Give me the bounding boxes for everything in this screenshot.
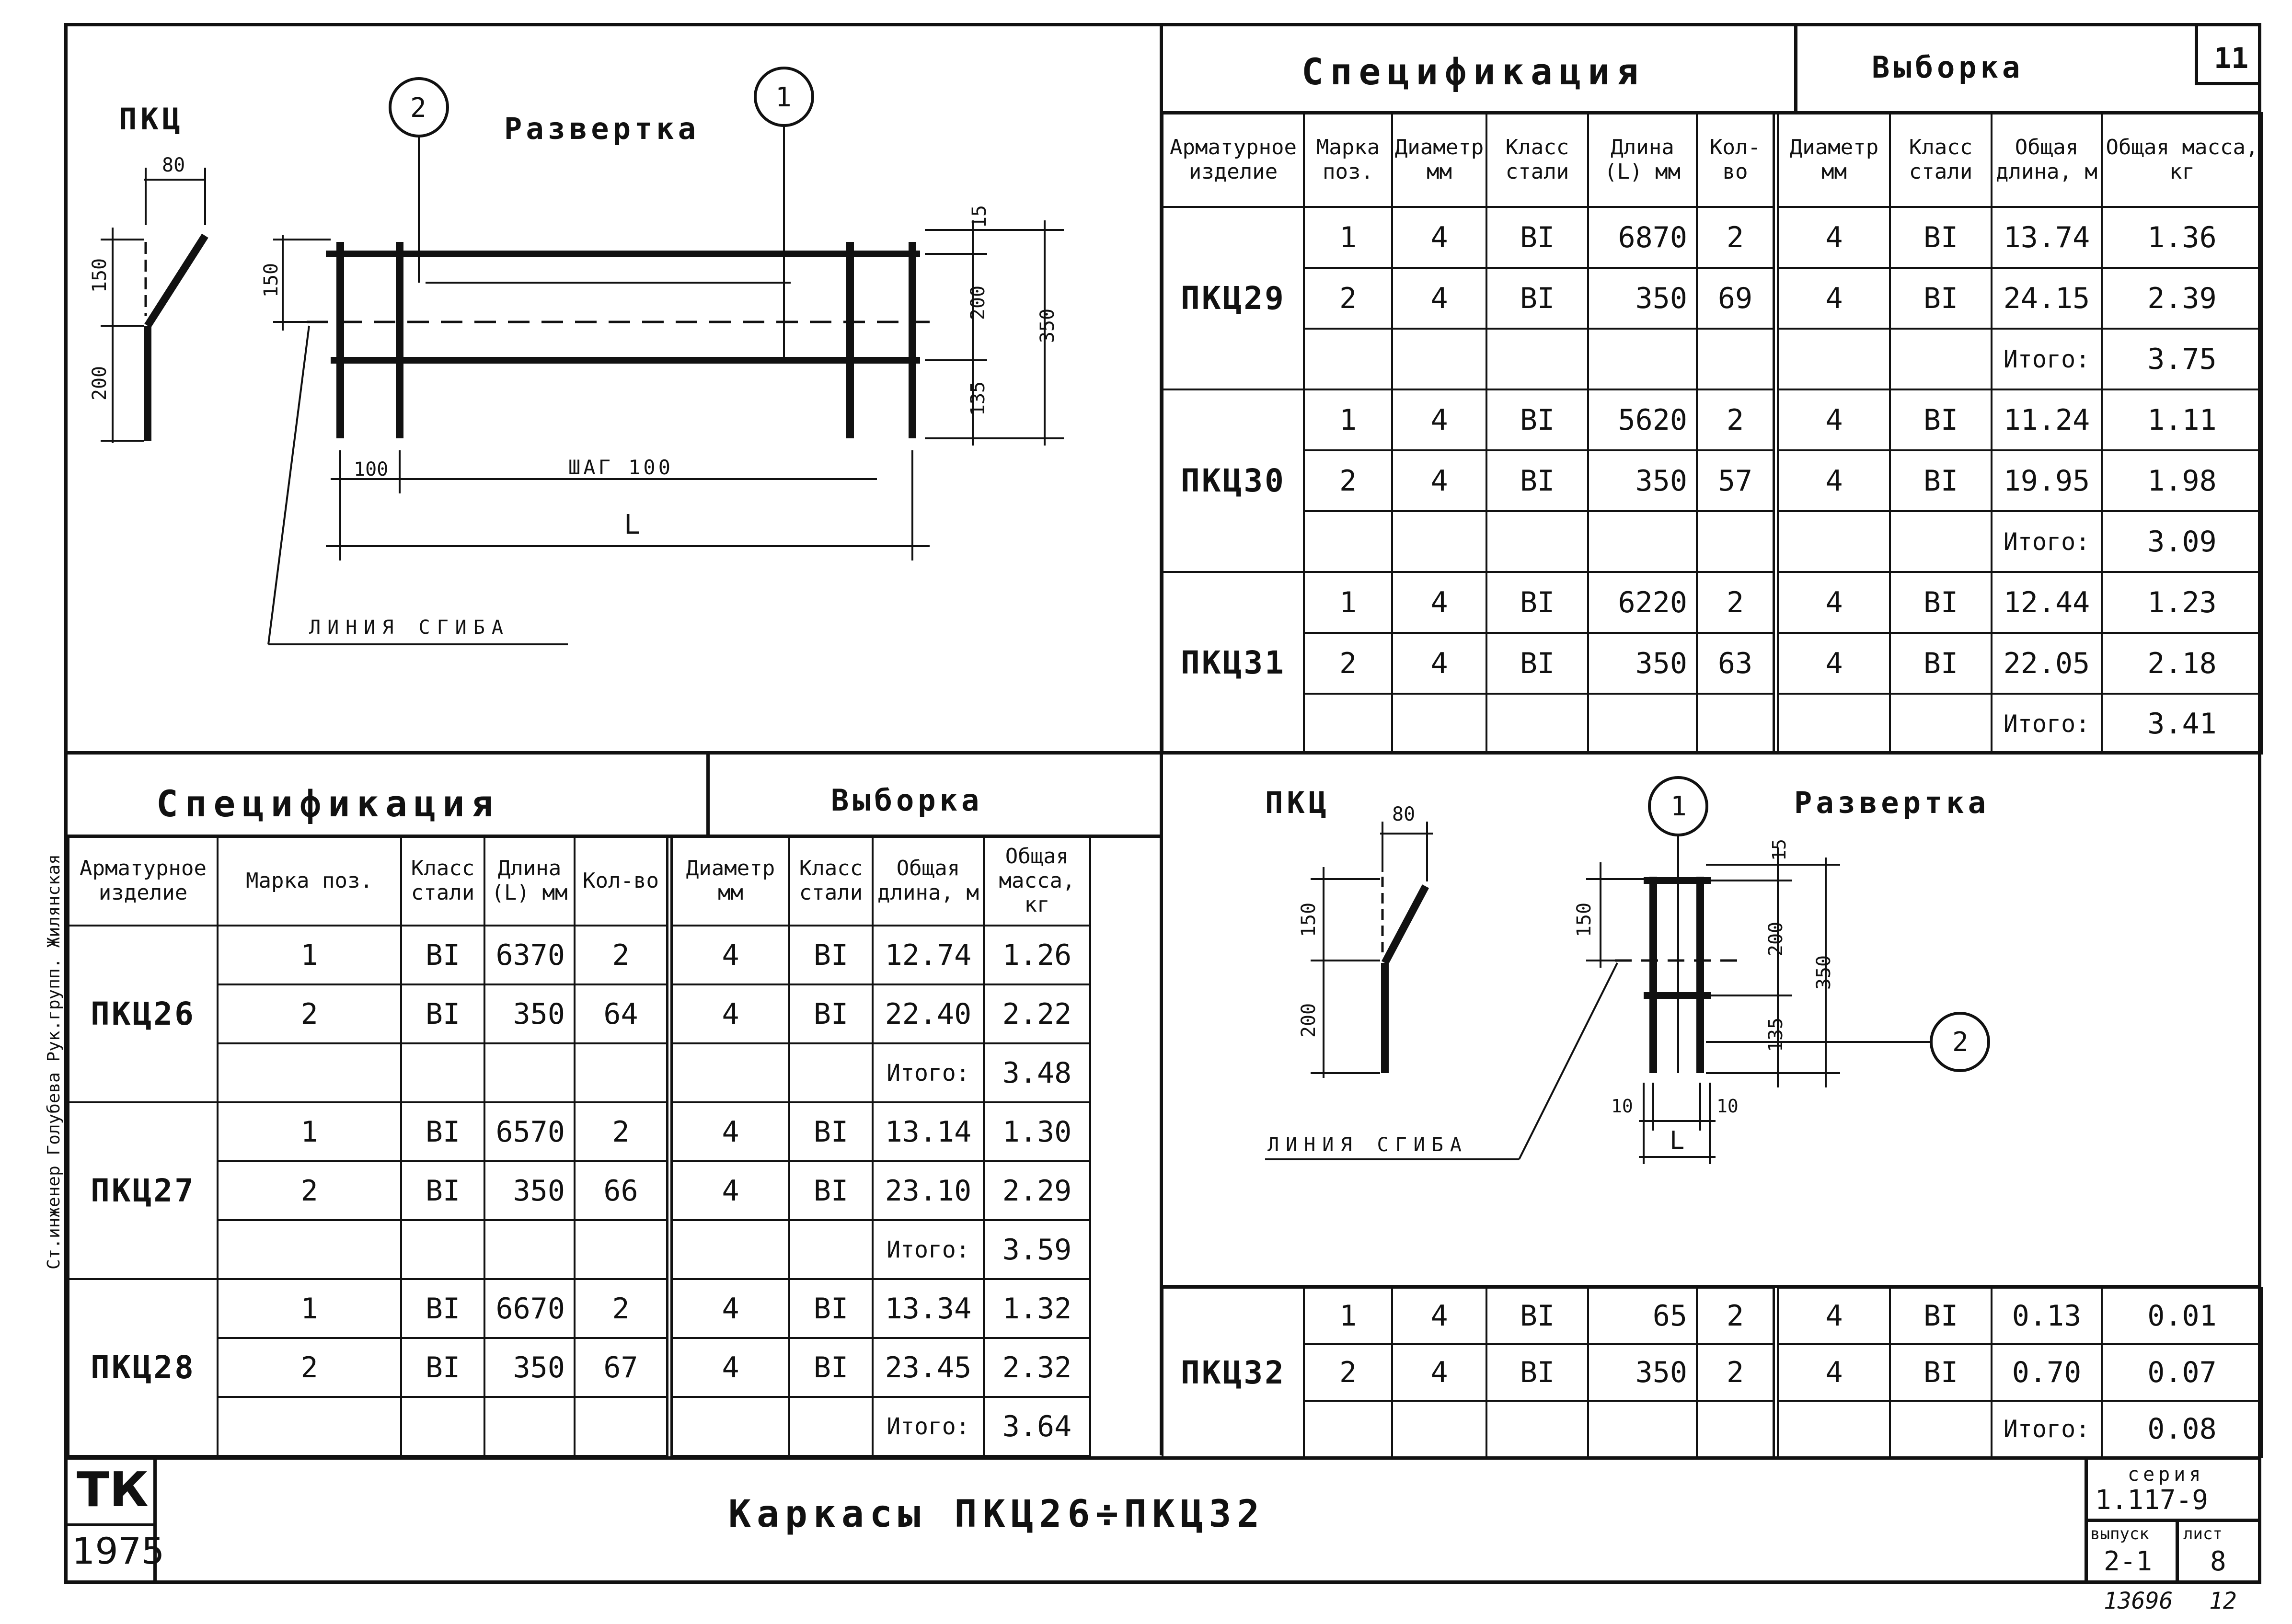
side-stamp: Ст.инженер Голубева Рук.групп. Жилянская: [44, 854, 64, 1269]
cell-class: BI: [1486, 1344, 1588, 1401]
item-name: ПКЦ30: [1163, 389, 1304, 572]
hdr-item: Арматурное изделие: [69, 836, 218, 926]
cell-length: 6370: [484, 926, 575, 984]
cell-qty: 69: [1697, 268, 1776, 329]
cell-qty: 2: [1697, 207, 1776, 268]
cell-diam: 4: [1392, 207, 1486, 268]
top-drawing-title: Развертка: [504, 111, 700, 146]
cell-diam: 4: [1392, 1344, 1486, 1401]
cell-sel-diam: 4: [1776, 389, 1890, 450]
cell-mark: 1: [218, 1279, 401, 1338]
series-row-line: [2085, 1519, 2261, 1522]
cell-mark: 2: [218, 984, 401, 1043]
top-pos-1: 1: [775, 82, 792, 113]
cell-sel-class: BI: [789, 926, 873, 984]
item-name: ПКЦ27: [69, 1102, 218, 1279]
bottom-dim-80: 80: [1392, 803, 1416, 825]
item-name: ПКЦ32: [1163, 1288, 1304, 1457]
corner-sheet-number: 11: [2214, 42, 2249, 75]
hdr-mark: Марка поз.: [1304, 113, 1392, 207]
cell-sel-class: BI: [1890, 1288, 1992, 1344]
cell-mark: 2: [218, 1161, 401, 1220]
cell-length: 350: [1588, 1344, 1697, 1401]
hdr-sel-class: Класс стали: [1890, 113, 1992, 207]
cell-diam: 4: [1392, 1288, 1486, 1344]
cell-mark: 1: [1304, 1288, 1392, 1344]
hdr-sel-mass: Общая масса, кг: [984, 836, 1090, 926]
cell-mark: 2: [1304, 633, 1392, 694]
issue-number: 2-1: [2104, 1546, 2153, 1577]
cell-length: 350: [484, 1338, 575, 1397]
cell-total-label: Итого:: [873, 1397, 984, 1456]
cell-class: BI: [1486, 633, 1588, 694]
inventory-number: 13696: [2104, 1588, 2173, 1614]
cell-total: 3.48: [984, 1043, 1090, 1102]
cell-qty: 66: [575, 1161, 669, 1220]
cell-length: 350: [484, 984, 575, 1043]
cell-sel-length: 22.05: [1992, 633, 2102, 694]
cell-class: BI: [1486, 268, 1588, 329]
bottom-drawing-title: Развертка: [1794, 785, 1990, 820]
cell-sel-mass: 1.30: [984, 1102, 1090, 1161]
cell-mark: 1: [1304, 389, 1392, 450]
cell-sel-diam: 4: [1776, 1344, 1890, 1401]
cell-total-label: Итого:: [1992, 329, 2102, 389]
hdr-qty: Кол-во: [1697, 113, 1776, 207]
cell-mark: 2: [218, 1338, 401, 1397]
cell-sel-class: BI: [1890, 1344, 1992, 1401]
item-name: ПКЦ26: [69, 926, 218, 1102]
hdr-length: Длина (L) мм: [484, 836, 575, 926]
cell-diam: 4: [1392, 572, 1486, 633]
cell-sel-length: 24.15: [1992, 268, 2102, 329]
cell-sel-diam: 4: [669, 926, 789, 984]
cell-sel-length: 12.74: [873, 926, 984, 984]
cell-sel-mass: 2.32: [984, 1338, 1090, 1397]
issue-label: выпуск: [2090, 1524, 2149, 1544]
bottom-dim-10-b: 10: [1716, 1096, 1739, 1117]
cell-diam: 4: [1392, 389, 1486, 450]
cell-length: 6870: [1588, 207, 1697, 268]
cell-qty: 57: [1697, 450, 1776, 511]
bottom-pos-2: 2: [1952, 1027, 1969, 1058]
top-pos-2: 2: [410, 92, 426, 124]
bottom-drawing-label: ПКЦ: [1265, 785, 1330, 820]
cell-qty: 63: [1697, 633, 1776, 694]
cell-class: BI: [1486, 450, 1588, 511]
cell-sel-mass: 2.22: [984, 984, 1090, 1043]
bottom-dim-15: 15: [1768, 839, 1790, 861]
top-dim-15: 15: [968, 205, 991, 229]
cell-sel-length: 23.10: [873, 1161, 984, 1220]
cell-length: 350: [1588, 450, 1697, 511]
cell-sel-diam: 4: [1776, 207, 1890, 268]
cell-class: BI: [401, 926, 484, 984]
cell-sel-diam: 4: [1776, 450, 1890, 511]
cell-qty: 64: [575, 984, 669, 1043]
cell-sel-length: 12.44: [1992, 572, 2102, 633]
cell-sel-diam: 4: [669, 1102, 789, 1161]
top-dim-135: 135: [967, 381, 990, 416]
hdr-sel-mass: Общая масса, кг: [2102, 113, 2262, 207]
cell-sel-mass: 1.11: [2102, 389, 2262, 450]
cell-qty: 2: [1697, 389, 1776, 450]
logo-year: 1975: [72, 1530, 165, 1572]
top-drawing-label: ПКЦ: [119, 102, 184, 137]
hdr-length: Длина (L) мм: [1588, 113, 1697, 207]
hdr-sel-diam: Диаметр мм: [1776, 113, 1890, 207]
top-step: ШАГ 100: [568, 456, 674, 479]
cell-sel-length: 13.34: [873, 1279, 984, 1338]
left-spec-title: Спецификация: [156, 782, 500, 825]
sheet-title: Каркасы ПКЦ26÷ПКЦ32: [728, 1493, 1266, 1536]
cell-length: 6570: [484, 1102, 575, 1161]
bottom-dim-200-b: 200: [1765, 921, 1787, 957]
hdr-sel-length: Общая длина, м: [1992, 113, 2102, 207]
top-dim-100: 100: [354, 458, 389, 480]
item-name: ПКЦ29: [1163, 207, 1304, 389]
cell-total: 0.08: [2102, 1401, 2262, 1457]
cell-sel-class: BI: [1890, 389, 1992, 450]
cell-total: 3.09: [2102, 511, 2262, 572]
cell-sel-class: BI: [1890, 572, 1992, 633]
bottom-dim-10-a: 10: [1611, 1096, 1633, 1117]
cell-length: 350: [484, 1161, 575, 1220]
cell-class: BI: [1486, 389, 1588, 450]
top-length: L: [624, 509, 640, 540]
cell-sel-diam: 4: [669, 1338, 789, 1397]
cell-sel-class: BI: [789, 1279, 873, 1338]
cell-length: 6220: [1588, 572, 1697, 633]
cell-total: 3.64: [984, 1397, 1090, 1456]
cell-qty: 67: [575, 1338, 669, 1397]
cell-qty: 2: [575, 1102, 669, 1161]
cell-sel-length: 0.70: [1992, 1344, 2102, 1401]
bottom-pos-1: 1: [1670, 791, 1687, 822]
cell-class: BI: [401, 1102, 484, 1161]
hdr-sel-length: Общая длина, м: [873, 836, 984, 926]
cell-sel-length: 19.95: [1992, 450, 2102, 511]
cell-qty: 2: [1697, 572, 1776, 633]
pkc32-table: [1162, 1287, 2263, 1458]
cell-class: BI: [1486, 1288, 1588, 1344]
item-name: ПКЦ28: [69, 1279, 218, 1456]
cell-total: 3.75: [2102, 329, 2262, 389]
cell-mark: 1: [218, 1102, 401, 1161]
cell-total-label: Итого:: [873, 1220, 984, 1279]
bottom-dim-150-a: 150: [1298, 902, 1320, 938]
cell-qty: 2: [1697, 1344, 1776, 1401]
cell-qty: 2: [575, 1279, 669, 1338]
item-name: ПКЦ31: [1163, 572, 1304, 754]
top-dim-200-b: 200: [967, 285, 990, 320]
cell-class: BI: [401, 1279, 484, 1338]
cell-length: 5620: [1588, 389, 1697, 450]
logo-split: [64, 1523, 155, 1526]
cell-length: 350: [1588, 268, 1697, 329]
hdr-qty: Кол-во: [575, 836, 669, 926]
cell-total-label: Итого:: [1992, 511, 2102, 572]
cell-sel-mass: 2.18: [2102, 633, 2262, 694]
series-number: 1.117-9: [2095, 1485, 2209, 1516]
cell-sel-diam: 4: [1776, 1288, 1890, 1344]
hdr-item: Арматурное изделие: [1163, 113, 1304, 207]
cell-diam: 4: [1392, 268, 1486, 329]
bottom-length: L: [1670, 1126, 1685, 1155]
cell-sel-class: BI: [789, 1338, 873, 1397]
cell-class: BI: [401, 1161, 484, 1220]
cell-mark: 1: [1304, 572, 1392, 633]
cell-sel-diam: 4: [669, 984, 789, 1043]
right-spec-title: Спецификация: [1301, 50, 1646, 93]
top-dim-350: 350: [1037, 308, 1059, 343]
cell-sel-mass: 0.07: [2102, 1344, 2262, 1401]
sheet-label: лист: [2183, 1524, 2223, 1544]
cell-sel-mass: 2.29: [984, 1161, 1090, 1220]
bottom-dim-200-a: 200: [1298, 1003, 1320, 1038]
cell-sel-diam: 4: [1776, 572, 1890, 633]
cell-diam: 4: [1392, 450, 1486, 511]
cell-sel-mass: 1.32: [984, 1279, 1090, 1338]
cell-class: BI: [1486, 207, 1588, 268]
cell-mark: 2: [1304, 268, 1392, 329]
cell-qty: 2: [575, 926, 669, 984]
cell-sel-mass: 1.23: [2102, 572, 2262, 633]
issue-divider: [2176, 1519, 2179, 1584]
cell-mark: 1: [1304, 207, 1392, 268]
cell-sel-class: BI: [1890, 207, 1992, 268]
cell-sel-length: 13.14: [873, 1102, 984, 1161]
cell-sel-mass: 1.98: [2102, 450, 2262, 511]
cell-total: 3.41: [2102, 694, 2262, 754]
cell-mark: 1: [218, 926, 401, 984]
cell-sel-diam: 4: [669, 1279, 789, 1338]
cell-class: BI: [1486, 572, 1588, 633]
cell-mark: 2: [1304, 1344, 1392, 1401]
cell-sel-diam: 4: [1776, 633, 1890, 694]
cell-sel-length: 0.13: [1992, 1288, 2102, 1344]
cell-length: 350: [1588, 633, 1697, 694]
cell-sel-length: 22.40: [873, 984, 984, 1043]
cell-length: 65: [1588, 1288, 1697, 1344]
top-dim-150-a: 150: [89, 258, 111, 293]
hdr-sel-class: Класс стали: [789, 836, 873, 926]
left-sel-title: Выборка: [831, 783, 983, 818]
hdr-class: Класс стали: [1486, 113, 1588, 207]
right-sel-title: Выборка: [1872, 50, 2024, 85]
cell-total-label: Итого:: [1992, 694, 2102, 754]
cell-total-label: Итого:: [1992, 1401, 2102, 1457]
cell-sel-mass: 2.39: [2102, 268, 2262, 329]
cell-sel-class: BI: [1890, 450, 1992, 511]
hdr-sel-diam: Диаметр мм: [669, 836, 789, 926]
bottom-bend-line: ЛИНИЯ СГИБА: [1267, 1134, 1468, 1156]
cell-sel-length: 11.24: [1992, 389, 2102, 450]
bottom-dim-135: 135: [1765, 1017, 1787, 1052]
series-label: серия: [2128, 1464, 2205, 1486]
cell-qty: 2: [1697, 1288, 1776, 1344]
inventory-number-2: 12: [2209, 1588, 2237, 1614]
bottom-dim-150-b: 150: [1573, 902, 1596, 938]
cell-sel-class: BI: [1890, 268, 1992, 329]
cell-sel-class: BI: [789, 1161, 873, 1220]
cell-total: 3.59: [984, 1220, 1090, 1279]
hdr-mark: Марка поз.: [218, 836, 401, 926]
cell-sel-class: BI: [789, 984, 873, 1043]
top-dim-150-b: 150: [260, 263, 283, 298]
cell-mark: 2: [1304, 450, 1392, 511]
cell-sel-diam: 4: [669, 1161, 789, 1220]
top-bend-line: ЛИНИЯ СГИБА: [309, 617, 510, 639]
cell-sel-length: 13.74: [1992, 207, 2102, 268]
cell-sel-class: BI: [789, 1102, 873, 1161]
bottom-dim-350: 350: [1813, 955, 1835, 990]
cell-class: BI: [401, 1338, 484, 1397]
cell-sel-mass: 0.01: [2102, 1288, 2262, 1344]
cell-sel-mass: 1.26: [984, 926, 1090, 984]
top-dim-80: 80: [162, 154, 185, 176]
hdr-diam: Диаметр мм: [1392, 113, 1486, 207]
hdr-class: Класс стали: [401, 836, 484, 926]
cell-sel-mass: 1.36: [2102, 207, 2262, 268]
sheet-number: 8: [2210, 1546, 2226, 1577]
cell-sel-length: 23.45: [873, 1338, 984, 1397]
logo-tk: ТК: [77, 1462, 149, 1518]
cell-total-label: Итого:: [873, 1043, 984, 1102]
top-dim-200-a: 200: [89, 366, 111, 401]
cell-class: BI: [401, 984, 484, 1043]
cell-sel-diam: 4: [1776, 268, 1890, 329]
cell-diam: 4: [1392, 633, 1486, 694]
cell-length: 6670: [484, 1279, 575, 1338]
cell-sel-class: BI: [1890, 633, 1992, 694]
